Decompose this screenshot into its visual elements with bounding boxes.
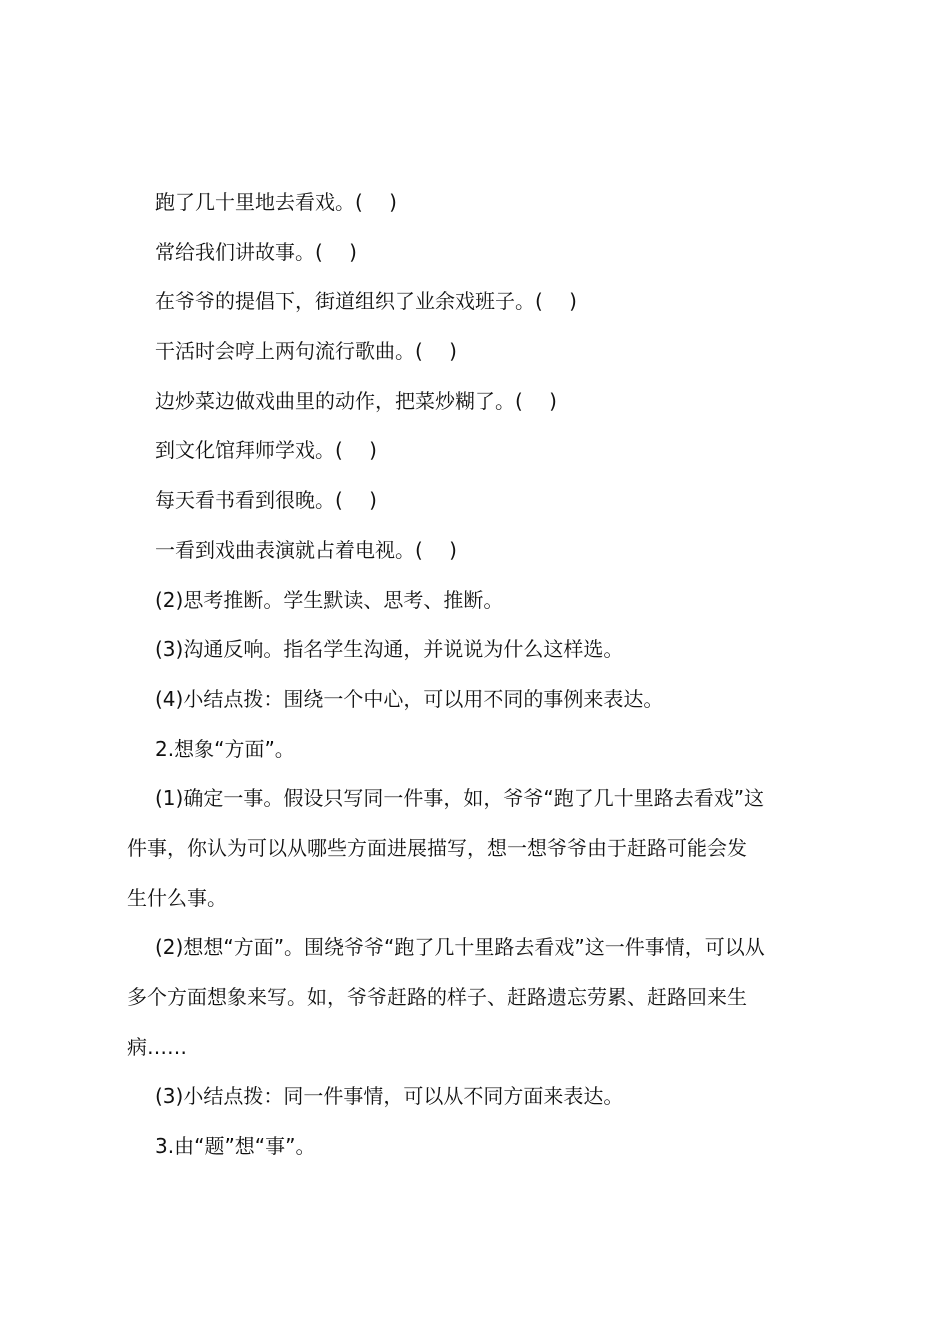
section-2-p1-line-2: 件事，你认为可以从哪些方面进展描写，想一想爷爷由于赶路可能会发	[127, 835, 747, 860]
section-2-summary: (3)小结点拨：同一件事情，可以从不同方面来表达。	[155, 1084, 624, 1109]
step-3-text: (3)沟通反响。指名学生沟通，并说说为什么这样选。	[155, 637, 624, 662]
option-line-8: 一看到戏曲表演就占着电视。( )	[155, 537, 457, 562]
option-line-4: 干活时会哼上两句流行歌曲。( )	[155, 339, 457, 364]
option-line-2: 常给我们讲故事。( )	[155, 239, 357, 264]
section-2-p1-line-3: 生什么事。	[127, 885, 227, 910]
section-2-heading: 2.想象“方面”。	[155, 736, 295, 761]
option-line-6: 到文化馆拜师学戏。( )	[155, 438, 377, 463]
option-line-5: 边炒菜边做戏曲里的动作，把菜炒糊了。( )	[155, 388, 557, 413]
section-2-p2-line-3: 病……	[127, 1034, 187, 1059]
section-2-p2-line-2: 多个方面想象来写。如，爷爷赶路的样子、赶路遗忘劳累、赶路回来生	[127, 985, 747, 1009]
option-line-3: 在爷爷的提倡下，街道组织了业余戏班子。( )	[155, 289, 577, 314]
section-3-heading: 3.由“题”想“事”。	[155, 1134, 316, 1159]
section-2-p1-line-1: (1)确定一事。假设只写同一件事，如，爷爷“跑了几十里路去看戏”这	[155, 786, 765, 811]
step-4-text: (4)小结点拨：围绕一个中心，可以用不同的事例来表达。	[155, 686, 664, 711]
step-2-text: (2)思考推断。学生默读、思考、推断。	[155, 587, 504, 612]
body-text	[127, 178, 832, 1172]
option-line-1: 跑了几十里地去看戏。( )	[155, 190, 397, 214]
section-2-p2-line-1: (2)想想“方面”。围绕爷爷“跑了几十里路去看戏”这一件事情，可以从	[155, 935, 765, 960]
option-line-7: 每天看书看到很晚。( )	[155, 488, 377, 513]
